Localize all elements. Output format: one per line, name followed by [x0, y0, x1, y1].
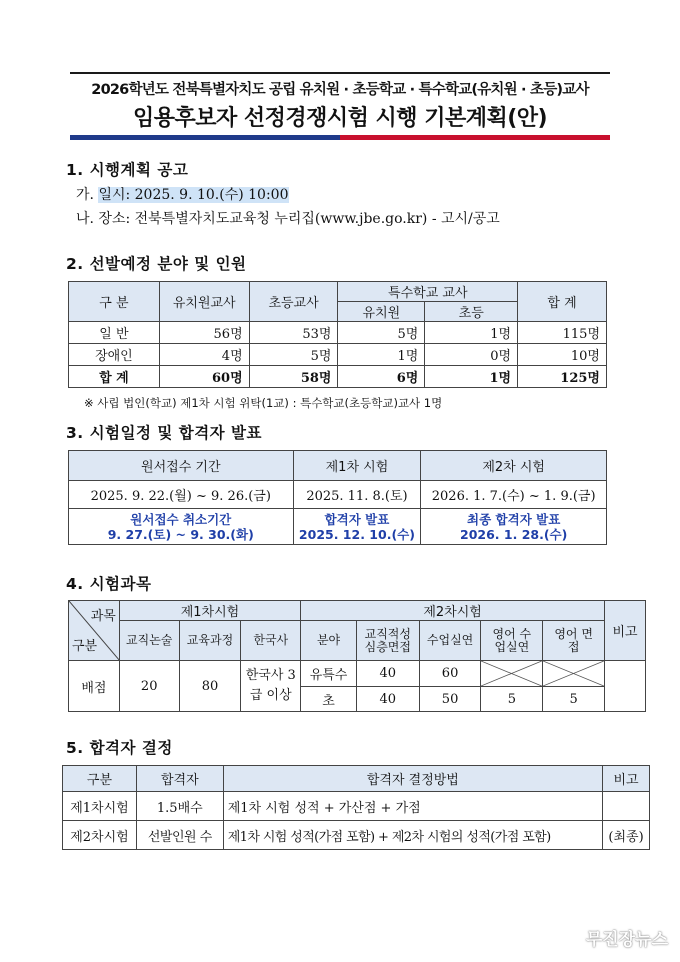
header-method: 합격자 결정방법: [223, 766, 602, 792]
curriculum-score: 80: [179, 661, 241, 712]
header-first-exam: 제1차시험: [119, 601, 300, 621]
cell: 5: [543, 687, 605, 712]
corner-header: [69, 601, 120, 661]
header-interview: 교직적성 심층면접: [356, 621, 419, 661]
section-4-heading: 4. 시험과목: [66, 575, 152, 593]
essay-score: 20: [119, 661, 179, 712]
cell: 선발인원 수: [136, 821, 223, 850]
row-label-score: 배점: [69, 661, 120, 712]
cross-out-mark: [543, 661, 604, 686]
header-english-demo: 영어 수업실연: [481, 621, 543, 661]
cell: 115명: [518, 322, 607, 344]
header-special-elementary: 초등: [425, 302, 518, 322]
cancellation-period: 원서접수 취소기간 9. 27.(토) ~ 9. 30.(화): [69, 509, 294, 545]
header-essay: 교직논술: [119, 621, 179, 661]
header-teaching-demo: 수업실연: [419, 621, 481, 661]
not-applicable-cell: [543, 661, 605, 687]
subjects-table: [68, 600, 646, 712]
header-special-kindergarten: 유치원: [338, 302, 425, 322]
header-first-exam: 제1차 시험: [293, 451, 421, 481]
cell: 10명: [518, 344, 607, 366]
title-top-rule: [70, 72, 610, 74]
header-second-exam: 제2차시험: [301, 601, 605, 621]
second-exam-date: 2026. 1. 7.(수) ~ 1. 9.(금): [421, 481, 607, 509]
section-5-heading: 5. 합격자 결정: [66, 739, 173, 757]
announcement-place: 나. 장소: 전북특별자치도교육청 누리집(www.jbe.go.kr) - 고시/공고: [76, 211, 500, 227]
cell: 1명: [425, 322, 518, 344]
cell: 제1차시험: [63, 792, 137, 821]
cell: 0명: [425, 344, 518, 366]
cell: (최종): [603, 821, 650, 850]
cell: 제1차 시험 성적 + 가산점 + 가점: [223, 792, 602, 821]
cell: 5명: [249, 344, 338, 366]
remarks-cell: [605, 661, 646, 712]
header-english-interview: 영어 면접: [543, 621, 605, 661]
field-kinder-special: 유특수: [301, 661, 357, 687]
cell: 제2차시험: [63, 821, 137, 850]
schedule-table: [68, 450, 607, 545]
cell: 50: [419, 687, 481, 712]
cell: 4명: [159, 344, 249, 366]
header-total: 합 계: [518, 282, 607, 322]
schedule-notice-row: [69, 509, 607, 545]
table-row-total: [69, 366, 607, 388]
watermark: 무진장뉴스: [585, 930, 668, 950]
announcement-date: [76, 184, 289, 204]
title-subheading: 2026학년도 전북특별자치도 공립 유치원 · 초등학교 · 특수학교(유치원 · 초등)교사: [91, 82, 589, 98]
table-row: [63, 792, 650, 821]
row-label: 합 계: [69, 366, 160, 388]
cell: 58명: [249, 366, 338, 388]
table-row: [69, 344, 607, 366]
row-label: 일 반: [69, 322, 160, 344]
cell: 56명: [159, 322, 249, 344]
header-remarks: 비고: [603, 766, 650, 792]
item-a-prefix: 가.: [76, 187, 94, 203]
cross-out-mark: [481, 661, 542, 686]
cell: 5: [481, 687, 543, 712]
cell: 제1차 시험 성적(가점 포함) + 제2차 시험의 성적(가점 포함): [223, 821, 602, 850]
final-result-announcement: 최종 합격자 발표 2026. 1. 28.(수): [421, 509, 607, 545]
header-passers: 합격자: [136, 766, 223, 792]
cell: 53명: [249, 322, 338, 344]
corner-category-label: 구분: [72, 639, 98, 654]
first-exam-date: 2025. 11. 8.(토): [293, 481, 421, 509]
corner-subject-label: 과목: [90, 609, 116, 624]
table-row: [63, 821, 650, 850]
section-2-heading: 2. 선발예정 분야 및 인원: [66, 255, 247, 273]
title-color-stripe: [70, 135, 610, 140]
header-korean-history: 한국사: [241, 621, 301, 661]
cell: 60명: [159, 366, 249, 388]
cell: 1명: [338, 344, 425, 366]
header-special-school: 특수학교 교사: [338, 282, 518, 302]
recruitment-table: [68, 281, 607, 388]
section-3-heading: 3. 시험일정 및 합격자 발표: [66, 424, 262, 442]
announcement-date-value: 일시: 2025. 9. 10.(수) 10:00: [98, 187, 289, 203]
cell: 40: [356, 661, 419, 687]
header-remarks: 비고: [605, 601, 646, 661]
section-1-heading: 1. 시행계획 공고: [66, 161, 189, 179]
history-requirement: 한국사 3급 이상: [241, 661, 301, 712]
table-row: [69, 322, 607, 344]
cell: 40: [356, 687, 419, 712]
cell: 1명: [425, 366, 518, 388]
header-curriculum: 교육과정: [179, 621, 241, 661]
cell: 125명: [518, 366, 607, 388]
cell: 5명: [338, 322, 425, 344]
field-elementary: 초: [301, 687, 357, 712]
cell: 1.5배수: [136, 792, 223, 821]
recruitment-note: ※ 사립 법인(학교) 제1차 시험 위탁(1교) : 특수학교(초등학교)교사 1명: [84, 396, 443, 410]
decision-table: [62, 765, 650, 850]
cell: [603, 792, 650, 821]
header-kindergarten: 유치원교사: [159, 282, 249, 322]
header-elementary: 초등교사: [249, 282, 338, 322]
header-field: 분야: [301, 621, 357, 661]
schedule-dates-row: [69, 481, 607, 509]
header-category: 구분: [63, 766, 137, 792]
header-second-exam: 제2차 시험: [421, 451, 607, 481]
document-title-block: [70, 72, 610, 140]
not-applicable-cell: [481, 661, 543, 687]
cell: 60: [419, 661, 481, 687]
first-result-announcement: 합격자 발표 2025. 12. 10.(수): [293, 509, 421, 545]
table-row: [69, 661, 646, 687]
header-category: 구 분: [69, 282, 160, 322]
title-main: 임용후보자 선정경쟁시험 시행 기본계획(안): [132, 106, 548, 131]
cell: 6명: [338, 366, 425, 388]
application-period-value: 2025. 9. 22.(월) ~ 9. 26.(금): [69, 481, 294, 509]
header-application-period: 원서접수 기간: [69, 451, 294, 481]
row-label: 장애인: [69, 344, 160, 366]
